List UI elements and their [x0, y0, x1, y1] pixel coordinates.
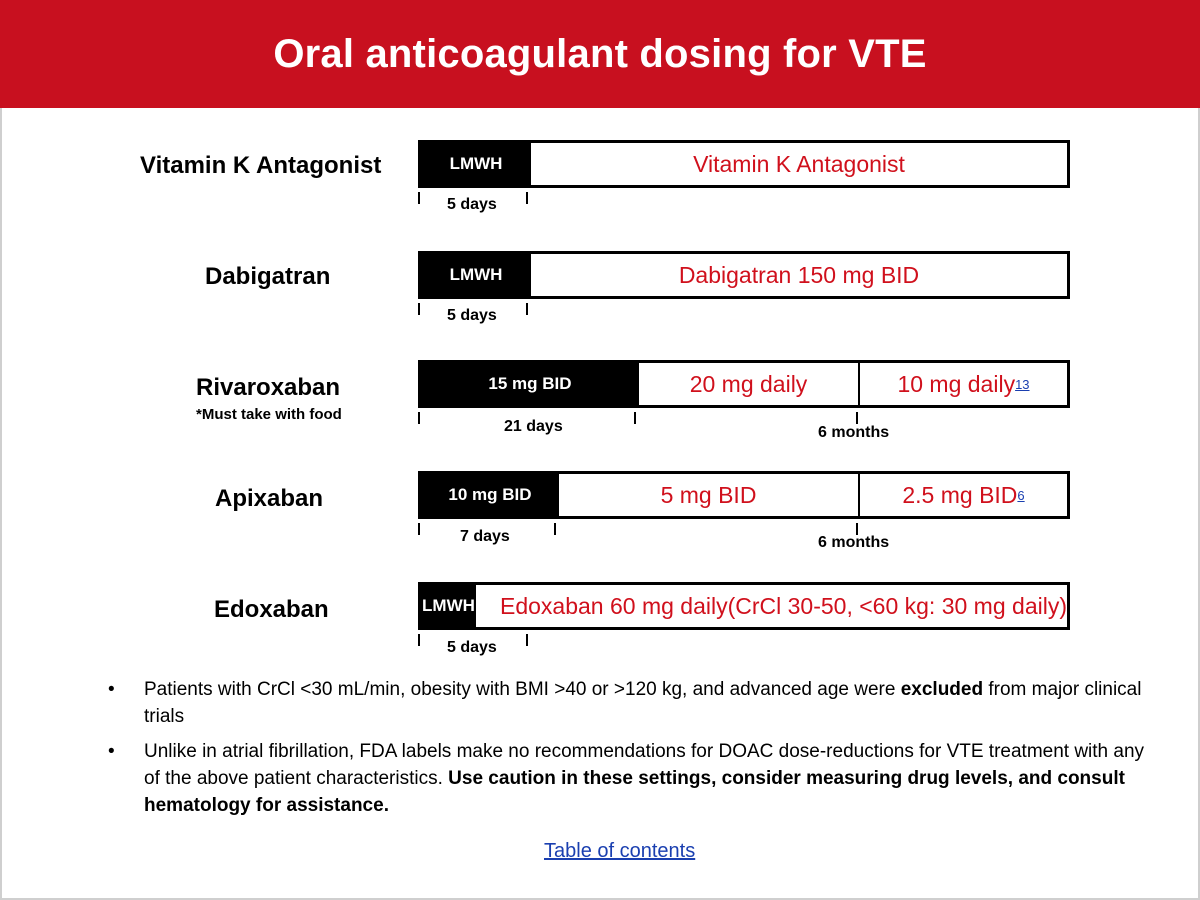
duration-label: 7 days	[460, 528, 510, 545]
segment-loading-dose: 10 mg BID	[421, 474, 559, 516]
bullet-icon: •	[108, 679, 115, 700]
extended-dose-label: 10 mg daily	[897, 370, 1016, 397]
tick	[418, 192, 420, 204]
duration-label: 6 months	[818, 424, 890, 441]
edoxaban-dose-adjustment: (CrCl 30-50, <60 kg: 30 mg daily)	[727, 592, 1067, 619]
tick	[526, 303, 528, 315]
tick	[418, 412, 420, 424]
regimen-bar-vka	[418, 140, 1070, 188]
tick	[634, 412, 636, 424]
segment-extended-dose	[860, 474, 1067, 516]
segment-vka: Vitamin K Antagonist	[693, 150, 905, 177]
tick	[554, 523, 556, 535]
tick	[418, 523, 420, 535]
tick	[856, 412, 858, 424]
regimen-bar-apixaban	[418, 471, 1070, 519]
notes-list	[108, 676, 1148, 827]
page-title: Oral anticoagulant dosing for VTE	[273, 31, 927, 76]
edoxaban-dose-label: Edoxaban 60 mg daily	[499, 592, 728, 619]
duration-label: 6 months	[818, 534, 890, 551]
tick	[418, 634, 420, 646]
drug-name-apixaban: Apixaban	[215, 485, 324, 512]
segment-edoxaban	[476, 585, 1067, 627]
segment-maintenance-dose: 5 mg BID	[559, 474, 860, 516]
bullet-icon: •	[108, 741, 115, 762]
note-text: Patients with CrCl <30 mL/min, obesity with BMI >40 or >120 kg, and advanced age were	[144, 679, 901, 700]
table-of-contents-link[interactable]: Table of contents	[544, 840, 696, 862]
duration-label: 5 days	[447, 307, 497, 324]
duration-label: 21 days	[504, 418, 563, 435]
segment-lmwh: LMWH	[421, 143, 531, 185]
drug-name-rivaroxaban: Rivaroxaban	[196, 374, 341, 401]
reference-link[interactable]: 13	[1015, 376, 1030, 392]
duration-label: 5 days	[447, 196, 497, 213]
tick	[418, 303, 420, 315]
regimen-bar-dabigatran	[418, 251, 1070, 299]
duration-label: 5 days	[447, 639, 497, 656]
drug-name-vka: Vitamin K Antagonist	[140, 152, 382, 179]
note-emphasis: excluded	[900, 679, 984, 700]
note-text: from major clinical trials	[144, 679, 1142, 727]
list-item	[108, 676, 1148, 730]
drug-name-dabigatran: Dabigatran	[205, 263, 331, 290]
regimen-bar-rivaroxaban	[418, 360, 1070, 408]
tick	[526, 192, 528, 204]
regimen-bar-edoxaban	[418, 582, 1070, 630]
segment-lmwh: LMWH	[421, 585, 476, 627]
title-banner	[0, 0, 1200, 108]
extended-dose-label: 2.5 mg BID	[902, 481, 1018, 508]
segment-loading-dose: 15 mg BID	[421, 363, 639, 405]
drug-name-edoxaban: Edoxaban	[214, 596, 329, 623]
segment-dabigatran: Dabigatran 150 mg BID	[678, 261, 920, 288]
list-item	[108, 738, 1148, 819]
note-text: Unlike in atrial fibrillation, FDA labels make no recommendations for DOAC dose-reductions for VTE treatment with any of the above patient characteristics.	[144, 741, 1145, 789]
segment-extended-dose	[860, 363, 1067, 405]
note-emphasis: Use caution in these settings, consider measuring drug levels, and consult hematology for assistance.	[144, 768, 1125, 816]
reference-link[interactable]: 6	[1017, 487, 1025, 503]
segment-maintenance-dose: 20 mg daily	[639, 363, 860, 405]
tick	[526, 634, 528, 646]
segment-lmwh: LMWH	[421, 254, 531, 296]
rivaroxaban-food-note: *Must take with food	[196, 406, 342, 423]
